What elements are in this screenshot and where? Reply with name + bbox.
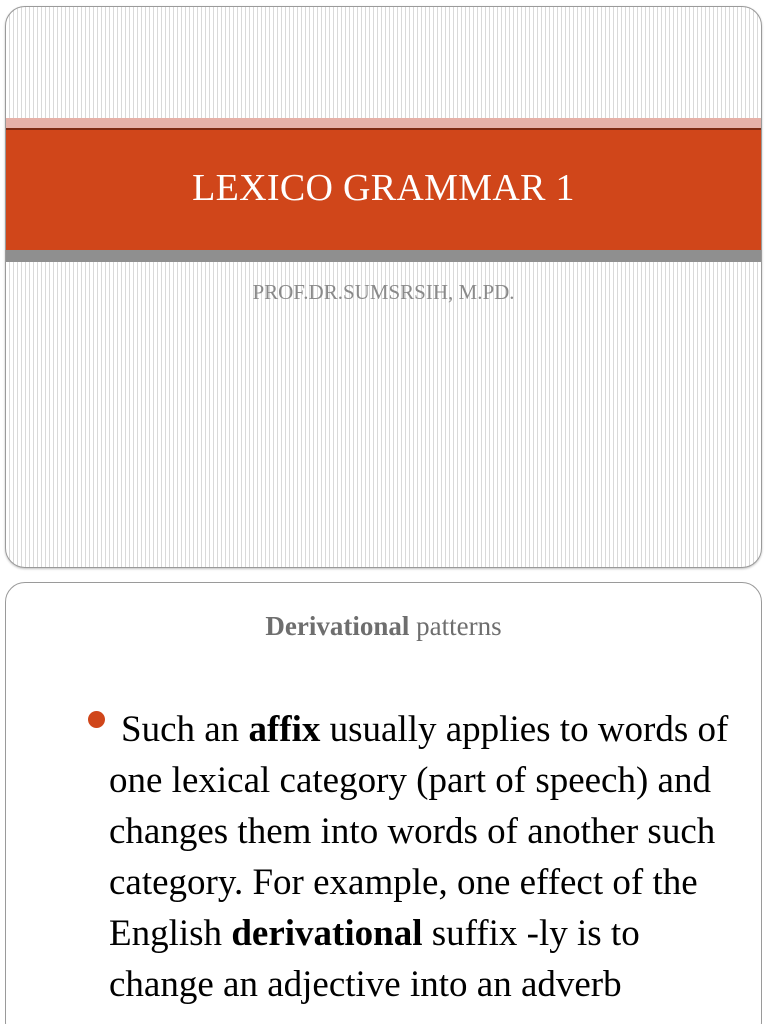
slide-heading	[6, 611, 761, 642]
title-band	[6, 130, 761, 250]
title-slide	[5, 6, 762, 568]
heading-rest: patterns	[409, 611, 502, 641]
body-part-1: Such an	[121, 709, 249, 750]
slide-title: LEXICO GRAMMAR 1	[192, 167, 575, 209]
content-slide	[5, 582, 762, 1024]
body-bold-affix: affix	[248, 709, 321, 750]
body-part-3: suffix -ly is to change an adjective into an adverb	[109, 913, 640, 1005]
bullet-dot-icon	[88, 711, 105, 728]
slide-subtitle: PROF.DR.SUMSRSIH, M.PD.	[252, 280, 515, 304]
body-part-2: usually applies to words of one lexical category (part of speech) and changes them into words of another such category. For example, one effect of the English	[109, 709, 729, 954]
gray-accent-strip	[6, 250, 761, 262]
bullet-text	[109, 704, 749, 1010]
body-bold-derivational: derivational	[231, 913, 423, 954]
heading-bold: Derivational	[265, 611, 410, 641]
